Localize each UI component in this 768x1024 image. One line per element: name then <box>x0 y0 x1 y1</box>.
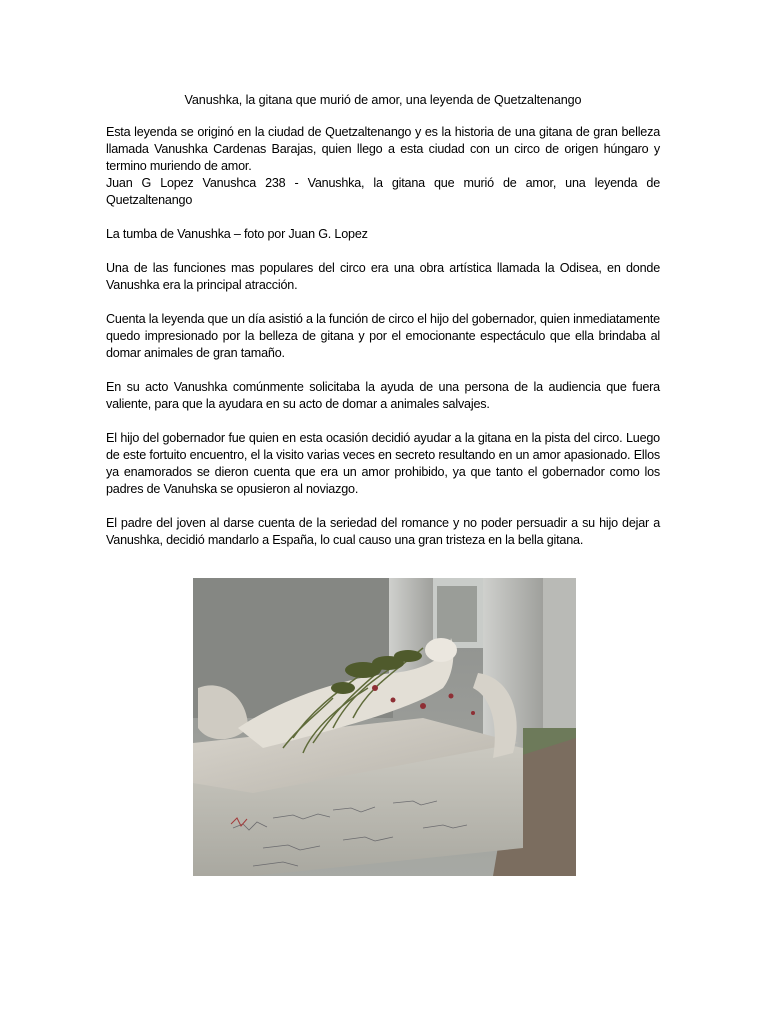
paragraph-act: En su acto Vanushka comúnmente solicitaba la ayuda de una persona de la audiencia que fuera valiente, para que la ayudara en su acto de domar a animales salvajes. <box>106 380 660 411</box>
paragraph-origin: Esta leyenda se originó en la ciudad de Quetzaltenango y es la historia de una gitana de gran belleza llamada Vanushka Cardenas Barajas, quien llego a esta ciudad con un circo de origen húngaro y termino muriendo de amor. <box>106 125 660 173</box>
pillar-far-shape <box>543 578 576 748</box>
building-shape <box>437 586 477 642</box>
paragraph-governor-son: Cuenta la leyenda que un día asistió a la función de circo el hijo del gobernador, quien inmediatamente quedo impresionado por la belleza de gitana y por el emocionante espectáculo que ella brindaba al domar animales de gran tamaño. <box>106 312 660 360</box>
paragraph-odisea: Una de las funciones mas populares del circo era una obra artística llamada la Odisea, en donde Vanushka era la principal atracción. <box>106 261 660 292</box>
paragraph-spain: El padre del joven al darse cuenta de la seriedad del romance y no poder persuadir a su hijo dejar a Vanushka, decidió mandarlo a España, lo cual causo una gran tristeza en la bella gitana. <box>106 516 660 547</box>
paragraph-photo-credit-line: Juan G Lopez Vanushca 238 - Vanushka, la gitana que murió de amor, una leyenda de Quetzaltenango <box>106 176 660 207</box>
document-body <box>106 92 660 566</box>
tomb-photo <box>193 578 576 876</box>
document-title: Vanushka, la gitana que murió de amor, una leyenda de Quetzaltenango <box>184 93 582 107</box>
paragraph-tomb-caption: La tumba de Vanushka – foto por Juan G. Lopez <box>106 227 368 241</box>
figure-head-shape <box>425 638 457 662</box>
paragraph-forbidden-love: El hijo del gobernador fue quien en esta ocasión decidió ayudar a la gitana en la pista del circo. Luego de este fortuito encuentro, el la visito varias veces en secreto resultando en un amor apasionado. Ellos ya enamorados se dieron cuenta que era un amor prohibido, ya que tanto el gobernador como los padres de Vanuhska se opusieron al noviazgo. <box>106 431 660 496</box>
tomb-photo-illustration <box>193 578 576 876</box>
